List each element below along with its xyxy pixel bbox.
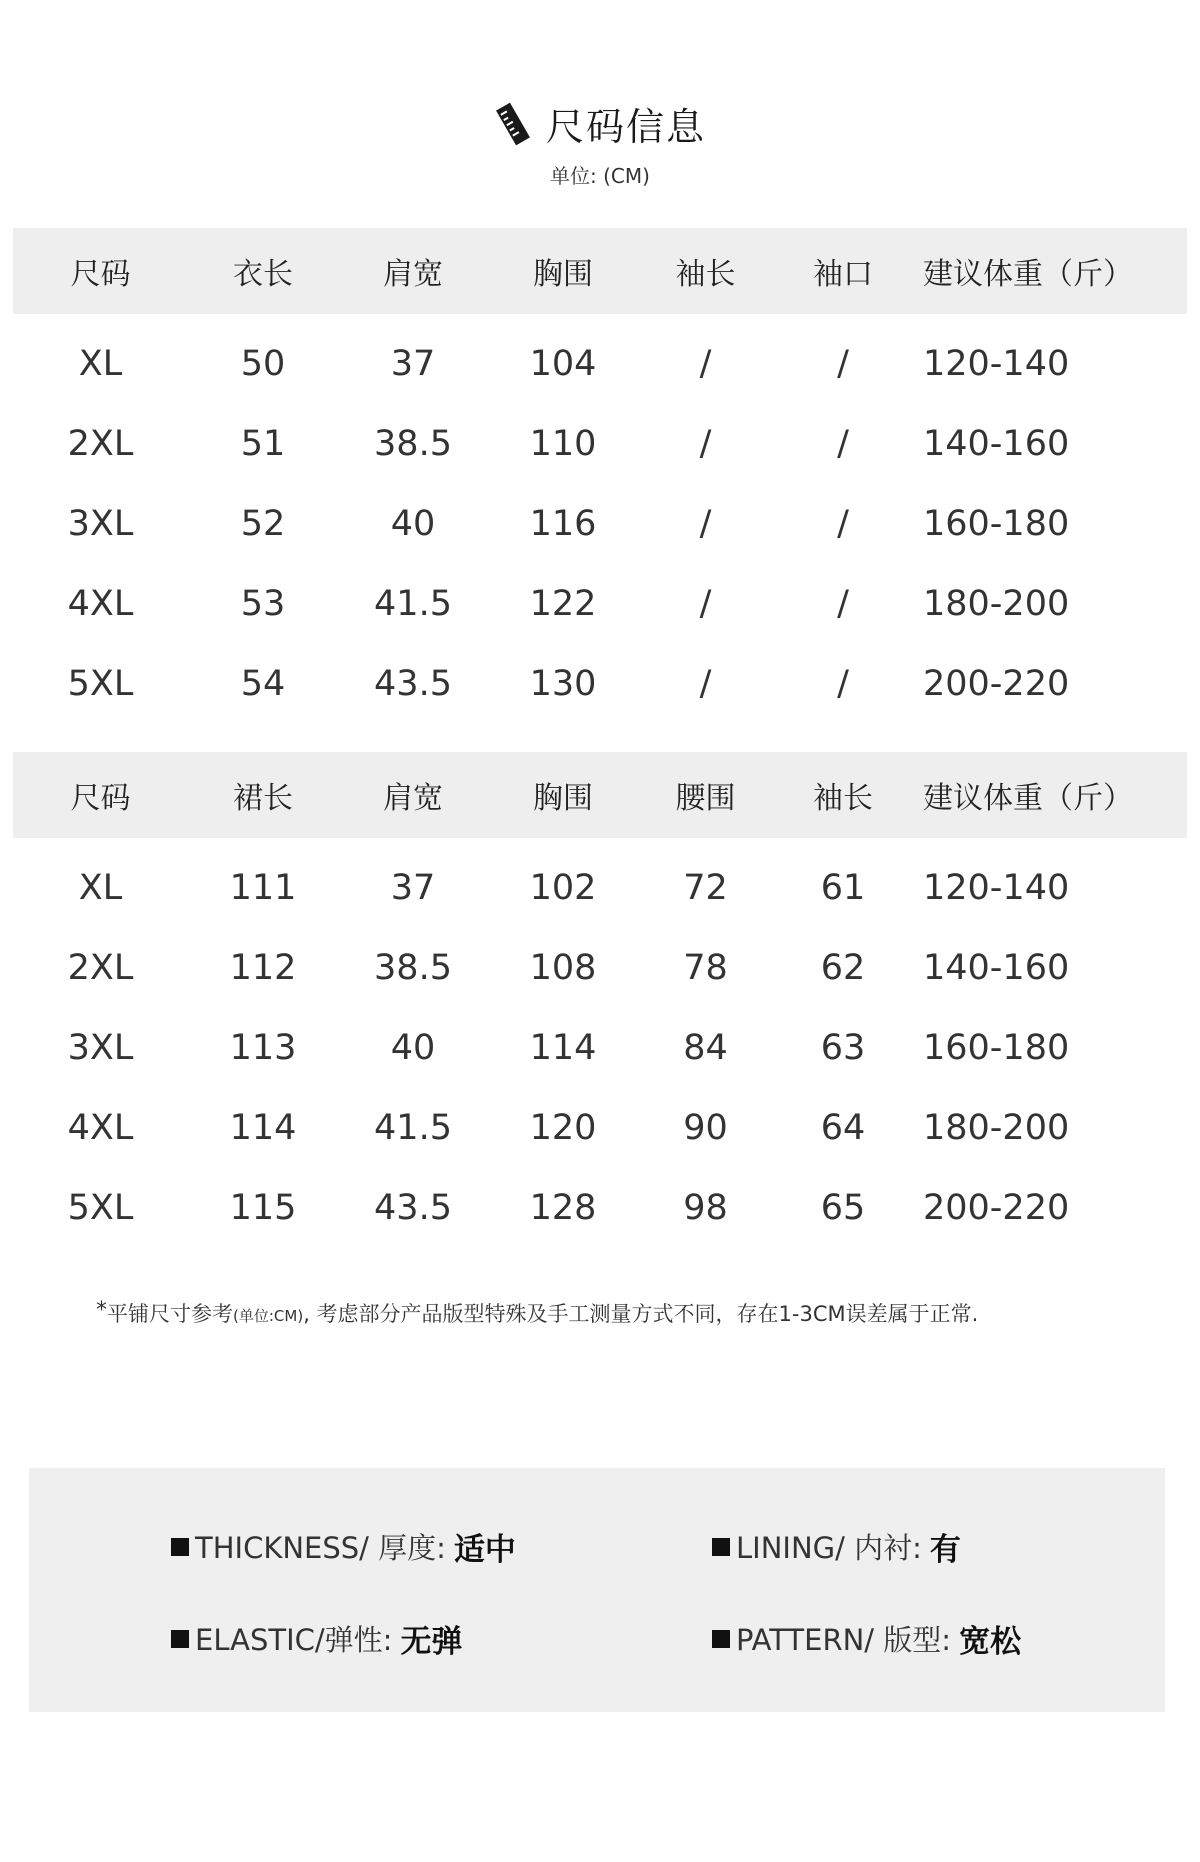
table-cell: 110 <box>529 424 597 464</box>
table-cell: 5XL <box>67 1188 134 1228</box>
table-cell: / <box>699 584 712 624</box>
table-row <box>13 404 1187 484</box>
table-cell: 4XL <box>67 584 134 624</box>
table-row <box>13 1008 1187 1088</box>
table-cell: 61 <box>820 868 866 908</box>
table-cell: XL <box>78 868 123 908</box>
table-cell: 84 <box>683 1028 728 1068</box>
column-header: 胸围 <box>488 228 638 314</box>
table-cell: 200-220 <box>923 664 1070 704</box>
table-row <box>13 838 1187 928</box>
page-title: 尺码信息 <box>545 105 706 149</box>
table-cell: 50 <box>240 344 286 384</box>
table-cell: 40 <box>390 504 436 544</box>
measurement-note <box>96 1298 1156 1328</box>
table-cell: 43.5 <box>374 1188 452 1228</box>
table-cell: 200-220 <box>923 1188 1070 1228</box>
property-label: THICKNESS/ 厚度: <box>195 1531 446 1565</box>
table-cell: / <box>699 344 712 384</box>
table-row <box>13 1088 1187 1168</box>
table-cell: 114 <box>229 1108 297 1148</box>
table-cell: 122 <box>529 584 597 624</box>
table-header-row <box>13 228 1187 314</box>
square-bullet-icon <box>171 1630 189 1648</box>
column-header: 肩宽 <box>338 752 488 838</box>
column-header: 袖口 <box>773 228 913 314</box>
table-row <box>13 644 1187 724</box>
table-cell: 64 <box>820 1108 866 1148</box>
table-cell: 43.5 <box>374 664 452 704</box>
note-lead: 平铺尺寸参考 <box>107 1302 233 1326</box>
note-star: * <box>96 1298 107 1323</box>
table-cell: 3XL <box>67 504 134 544</box>
table-cell: 38.5 <box>374 948 452 988</box>
table-row <box>13 564 1187 644</box>
property-value: 无弹 <box>400 1624 463 1660</box>
table-row <box>13 928 1187 1008</box>
table-cell: 38.5 <box>374 424 452 464</box>
table-cell: 3XL <box>67 1028 134 1068</box>
column-header: 尺码 <box>13 752 188 838</box>
column-header: 腰围 <box>638 752 773 838</box>
table-cell: 78 <box>683 948 728 988</box>
table-cell: 160-180 <box>923 504 1070 544</box>
property-pattern <box>712 1616 1021 1661</box>
property-label: LINING/ 内衬: <box>736 1531 922 1565</box>
table-cell: 180-200 <box>923 1108 1070 1148</box>
size-table-top <box>13 228 1187 724</box>
table-cell: XL <box>78 344 123 384</box>
table-cell: 112 <box>229 948 297 988</box>
title-row <box>0 96 1200 151</box>
column-header: 建议体重（斤） <box>913 228 1187 314</box>
table-cell: 180-200 <box>923 584 1070 624</box>
column-header: 尺码 <box>13 228 188 314</box>
property-elastic <box>171 1616 462 1661</box>
table-header-row <box>13 752 1187 838</box>
table-cell: 5XL <box>67 664 134 704</box>
column-header: 肩宽 <box>338 228 488 314</box>
table-cell: 113 <box>229 1028 297 1068</box>
table-cell: 130 <box>529 664 597 704</box>
property-label: ELASTIC/弹性: <box>195 1623 393 1657</box>
note-unit: (单位:CM) <box>233 1307 304 1325</box>
table-cell: 63 <box>820 1028 866 1068</box>
table-cell: / <box>837 504 849 544</box>
table-cell: 104 <box>529 344 597 384</box>
property-value: 有 <box>929 1532 961 1568</box>
table-cell: 140-160 <box>923 948 1070 988</box>
table-cell: 2XL <box>67 424 134 464</box>
column-header: 衣长 <box>188 228 338 314</box>
table-cell: 2XL <box>67 948 134 988</box>
table-cell: 41.5 <box>374 1108 452 1148</box>
table-cell: 90 <box>683 1108 728 1148</box>
property-label: PATTERN/ 版型: <box>736 1623 952 1657</box>
column-header: 裙长 <box>188 752 338 838</box>
table-cell: / <box>837 664 849 704</box>
properties-panel <box>29 1468 1165 1712</box>
table-cell: 140-160 <box>923 424 1070 464</box>
table-cell: 72 <box>683 868 728 908</box>
table-cell: 115 <box>229 1188 297 1228</box>
table-cell: / <box>699 424 712 464</box>
table-cell: 4XL <box>67 1108 134 1148</box>
property-value: 宽松 <box>959 1624 1022 1660</box>
table-cell: / <box>837 584 849 624</box>
table-cell: 108 <box>529 948 597 988</box>
table-cell: 102 <box>529 868 597 908</box>
table-row <box>13 1168 1187 1248</box>
table-row <box>13 314 1187 404</box>
size-table-bottom <box>13 752 1187 1248</box>
table-cell: 40 <box>390 1028 436 1068</box>
square-bullet-icon <box>171 1538 189 1556</box>
table-cell: / <box>837 344 849 384</box>
table-cell: 120 <box>529 1108 597 1148</box>
table-cell: 128 <box>529 1188 597 1228</box>
table-cell: 37 <box>390 868 436 908</box>
unit-label: 单位: (CM) <box>550 164 650 188</box>
table-cell: 98 <box>683 1188 728 1228</box>
square-bullet-icon <box>712 1630 730 1648</box>
table-cell: 111 <box>229 868 297 908</box>
property-lining <box>712 1524 961 1569</box>
table-cell: / <box>699 504 712 544</box>
column-header: 袖长 <box>638 228 773 314</box>
table-cell: / <box>699 664 712 704</box>
table-cell: / <box>837 424 849 464</box>
table-cell: 65 <box>820 1188 866 1228</box>
table-cell: 52 <box>240 504 286 544</box>
table-cell: 37 <box>390 344 436 384</box>
note-rest: , 考虑部分产品版型特殊及手工测量方式不同，存在1-3CM误差属于正常. <box>303 1302 979 1326</box>
table-cell: 41.5 <box>374 584 452 624</box>
square-bullet-icon <box>712 1538 730 1556</box>
property-value: 适中 <box>453 1532 516 1568</box>
column-header: 胸围 <box>488 752 638 838</box>
table-cell: 120-140 <box>923 344 1070 384</box>
table-cell: 53 <box>240 584 286 624</box>
table-cell: 120-140 <box>923 868 1070 908</box>
table-cell: 114 <box>529 1028 597 1068</box>
property-thickness <box>171 1524 516 1569</box>
table-cell: 116 <box>529 504 597 544</box>
column-header: 袖长 <box>773 752 913 838</box>
table-cell: 160-180 <box>923 1028 1070 1068</box>
table-cell: 54 <box>240 664 286 704</box>
table-row <box>13 484 1187 564</box>
column-header: 建议体重（斤） <box>913 752 1187 838</box>
table-cell: 51 <box>240 424 286 464</box>
ruler-icon <box>494 102 532 146</box>
table-cell: 62 <box>820 948 866 988</box>
